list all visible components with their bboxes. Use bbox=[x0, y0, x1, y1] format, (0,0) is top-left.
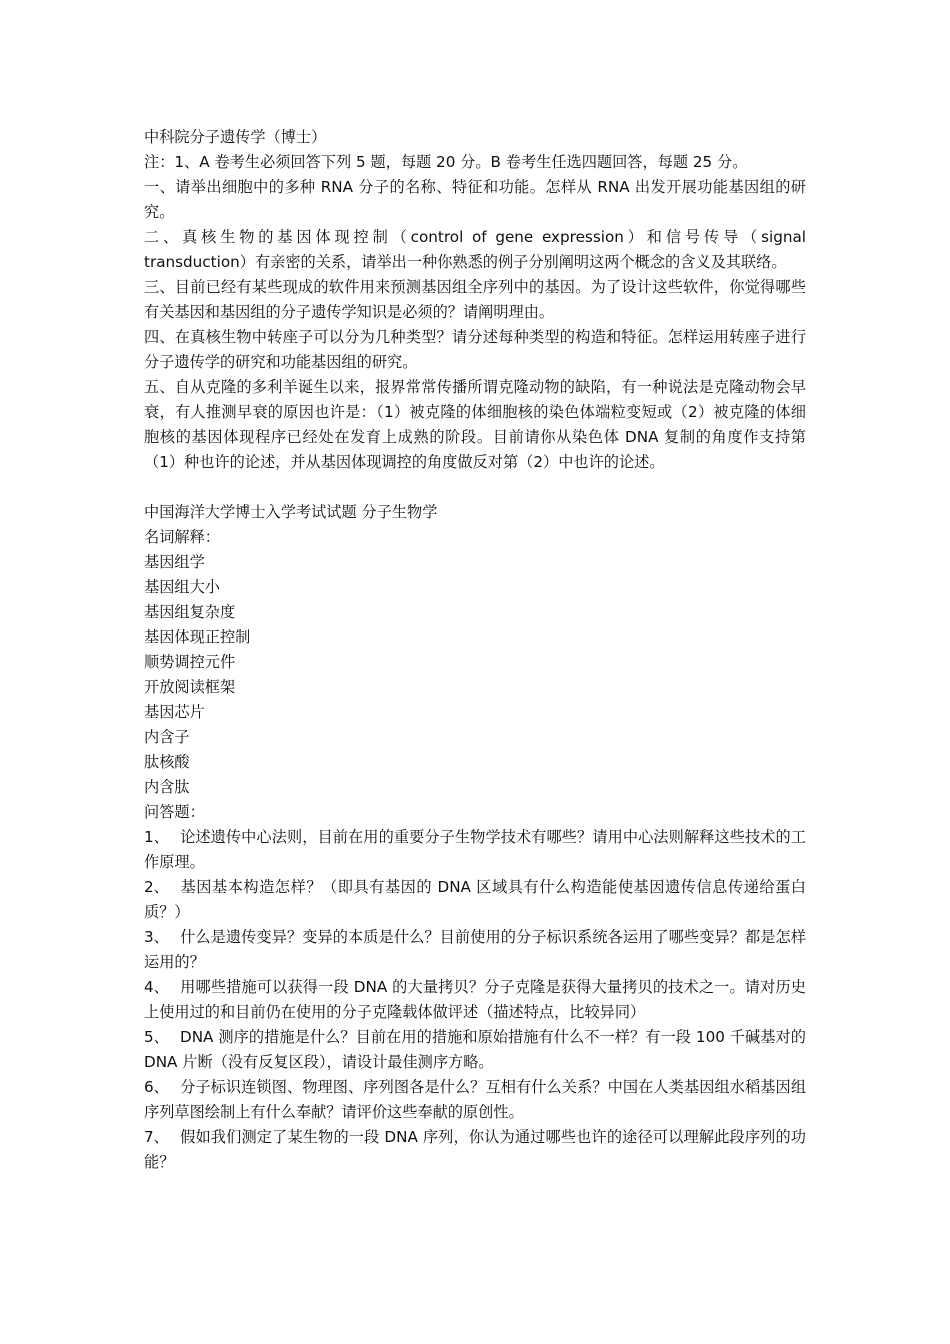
qa-heading: 问答题： bbox=[144, 803, 205, 821]
qa-text: DNA 测序的措施是什么？目前在用的措施和原始措施有什么不一样？有一段 100 千碱基对的 DNA 片断（没有反复区段），请设计最佳测序方略。 bbox=[144, 1028, 806, 1071]
blank-line bbox=[144, 475, 806, 500]
qa-text: 假如我们测定了某生物的一段 DNA 序列，你认为通过哪些也许的途径可以理解此段序列的功能？ bbox=[144, 1128, 806, 1171]
term-item: 基因组学 bbox=[144, 553, 205, 571]
term-item: 基因芯片 bbox=[144, 703, 205, 721]
qa-item-1 bbox=[144, 825, 806, 875]
qa-text: 基因基本构造怎样？（即具有基因的 DNA 区域具有什么构造能使基因遗传信息传递给蛋白质？） bbox=[144, 878, 806, 921]
section1-note: 注：1、A 卷考生必须回答下列 5 题，每题 20 分。B 卷考生任选四题回答，每题 25 分。 bbox=[144, 153, 748, 171]
qa-item-4 bbox=[144, 975, 806, 1025]
section1-question-3: 三、目前已经有某些现成的软件用来预测基因组全序列中的基因。为了设计这些软件，你觉得哪些有关基因和基因组的分子遗传学知识是必须的？请阐明理由。 bbox=[144, 278, 806, 321]
document-page bbox=[144, 125, 806, 1175]
term-item: 内含肽 bbox=[144, 778, 190, 796]
qa-text: 用哪些措施可以获得一段 DNA 的大量拷贝？分子克隆是获得大量拷贝的技术之一。请对历史上使用过的和目前仍在使用的分子克隆载体做评述（描述特点，比较异同） bbox=[144, 978, 806, 1021]
term-item: 肽核酸 bbox=[144, 753, 190, 771]
qa-number: 2、 bbox=[144, 878, 169, 896]
qa-item-2 bbox=[144, 875, 806, 925]
section1-title: 中科院分子遗传学（博士） bbox=[144, 128, 327, 146]
qa-text: 什么是遗传变异？变异的本质是什么？目前使用的分子标识系统各运用了哪些变异？都是怎样运用的？ bbox=[144, 928, 806, 971]
qa-item-7 bbox=[144, 1125, 806, 1175]
term-item: 基因体现正控制 bbox=[144, 628, 251, 646]
terms-heading: 名词解释： bbox=[144, 528, 220, 546]
qa-text: 分子标识连锁图、物理图、序列图各是什么？互相有什么关系？中国在人类基因组水稻基因组序列草图绘制上有什么奉献？请评价这些奉献的原创性。 bbox=[144, 1078, 806, 1121]
term-item: 内含子 bbox=[144, 728, 190, 746]
section1-question-1: 一、请举出细胞中的多种 RNA 分子的名称、特征和功能。怎样从 RNA 出发开展功能基因组的研究。 bbox=[144, 178, 806, 221]
qa-text: 论述遗传中心法则，目前在用的重要分子生物学技术有哪些？请用中心法则解释这些技术的工作原理。 bbox=[144, 828, 806, 871]
qa-number: 7、 bbox=[144, 1128, 169, 1146]
qa-item-5 bbox=[144, 1025, 806, 1075]
qa-number: 5、 bbox=[144, 1028, 169, 1046]
qa-number: 6、 bbox=[144, 1078, 169, 1096]
term-item: 开放阅读框架 bbox=[144, 678, 236, 696]
term-item: 基因组大小 bbox=[144, 578, 220, 596]
qa-number: 3、 bbox=[144, 928, 169, 946]
term-item: 基因组复杂度 bbox=[144, 603, 236, 621]
qa-item-3 bbox=[144, 925, 806, 975]
qa-number: 1、 bbox=[144, 828, 169, 846]
qa-number: 4、 bbox=[144, 978, 169, 996]
section1-question-2: 二、真核生物的基因体现控制（control of gene expression）和信号传导（signal transduction）有亲密的关系，请举出一种你熟悉的例子分别阐明这两个概念的含义及其联络。 bbox=[144, 228, 806, 271]
section1-question-4: 四、在真核生物中转座子可以分为几种类型？请分述每种类型的构造和特征。怎样运用转座子进行分子遗传学的研究和功能基因组的研究。 bbox=[144, 328, 806, 371]
qa-item-6 bbox=[144, 1075, 806, 1125]
term-item: 顺势调控元件 bbox=[144, 653, 236, 671]
section2-title: 中国海洋大学博士入学考试试题 分子生物学 bbox=[144, 503, 438, 521]
section1-question-5: 五、自从克隆的多利羊诞生以来，报界常常传播所谓克隆动物的缺陷，有一种说法是克隆动物会早衰，有人推测早衰的原因也许是：（1）被克隆的体细胞核的染色体端粒变短或（2）被克隆的体细胞核的基因体现程序已经处在发育上成熟的阶段。目前请你从染色体 DNA 复制的角度作支持第（1）种也许的论述，并从基因体现调控的角度做反对第（2）中也许的论述。 bbox=[144, 378, 806, 471]
